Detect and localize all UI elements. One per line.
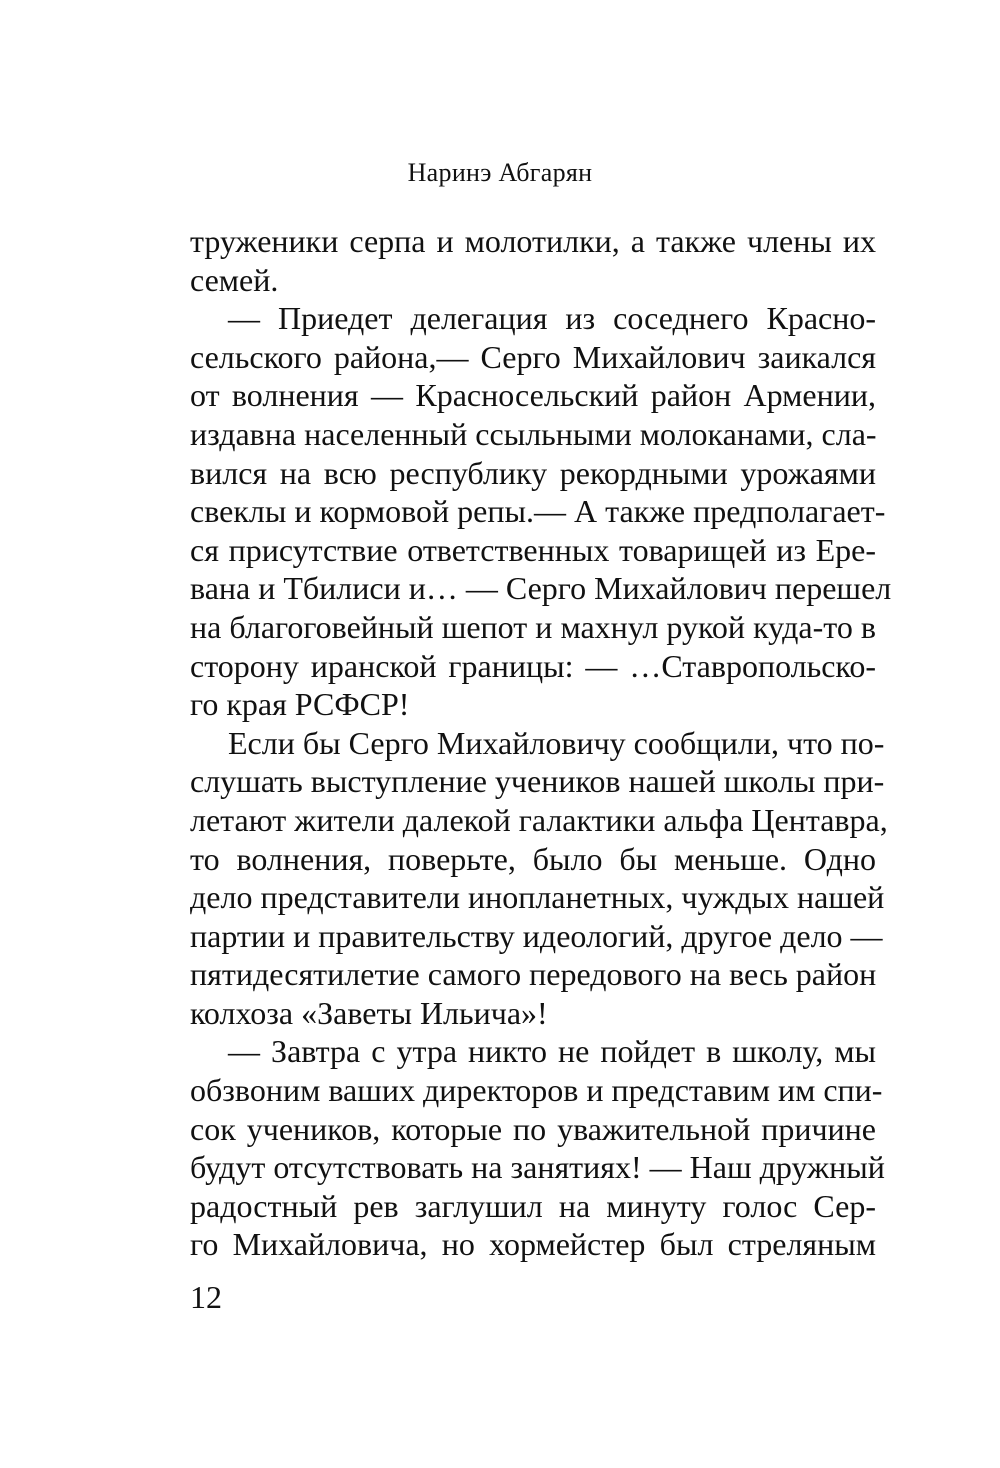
text-line: дело представители инопланетных, чуждых нашей [190, 879, 885, 916]
text-line: на благоговейный шепот и махнул рукой куда-то в [190, 608, 876, 645]
text-line: го края РСФСР! [190, 686, 410, 723]
text-line: от волнения — Красносельский район Армении, [190, 377, 876, 414]
text-line: сельского района,— Серго Михайлович заикался [190, 338, 876, 375]
text-line: — Приедет делегация из соседнего Красно- [228, 300, 876, 337]
page-number: 12 [190, 1279, 222, 1315]
text-line: будут отсутствовать на занятиях! — Наш дружный [190, 1149, 885, 1186]
text-line: партии и правительству идеологий, другое дело — [190, 917, 883, 954]
text-line: ся присутствие ответственных товарищей из Ере- [190, 531, 876, 568]
body-text [190, 222, 892, 1264]
text-line: го Михайловича, но хормейстер был стреляным [190, 1226, 876, 1263]
text-line: слушать выступление учеников нашей школы при- [190, 763, 885, 800]
text-line: сторону иранской границы: — …Ставропольско- [190, 647, 876, 684]
text-line: вана и Тбилиси и… — Серго Михайлович перешел [190, 570, 892, 607]
text-line: семей. [190, 261, 279, 298]
text-line: труженики серпа и молотилки, а также члены их [190, 223, 876, 259]
text-line: — Завтра с утра никто не пойдет в школу, мы [228, 1033, 876, 1070]
text-line: колхоза «Заветы Ильича»! [190, 994, 548, 1031]
text-line: сок учеников, которые по уважительной причине [190, 1110, 876, 1147]
text-line: издавна населенный ссыльными молоканами, сла- [190, 415, 877, 452]
text-line: Если бы Серго Михайловичу сообщили, что по- [228, 724, 885, 761]
text-line: вился на всю республику рекордными урожаями [190, 454, 876, 491]
text-line: свеклы и кормовой репы.— А также предполагает- [190, 493, 886, 530]
running-head-author: Наринэ Абгарян [407, 158, 593, 187]
text-line: пятидесятилетие самого передового на весь район [190, 956, 877, 993]
text-line: то волнения, поверьте, было бы меньше. Одно [190, 840, 876, 877]
text-line: радостный рев заглушил на минуту голос Сер- [190, 1187, 876, 1224]
text-line: обзвоним ваших директоров и представим им спи- [190, 1072, 883, 1109]
text-line: летают жители далекой галактики альфа Центавра, [190, 801, 888, 838]
